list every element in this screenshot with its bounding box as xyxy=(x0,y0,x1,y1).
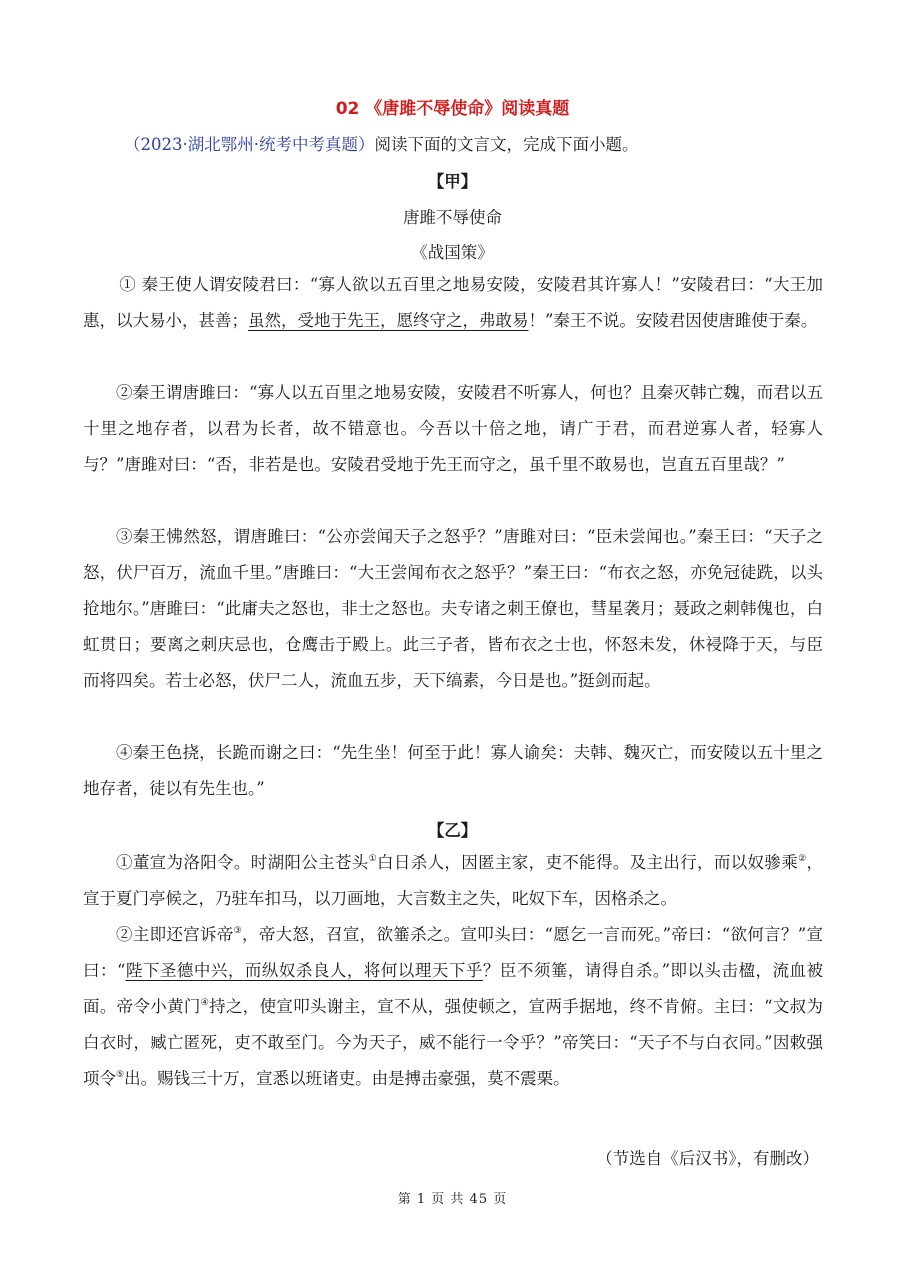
footnote-marker: ⑤ xyxy=(116,1070,125,1080)
paragraph-b2-part: 持之，使宣叩头谢主，宣不从，强使顿之，宣两手据地，终不肯俯。主曰：“文叔为白衣时，臧亡匿死，吏不敢至门。今为天子，威不能行一令乎？”帝笑曰：“天子不与白衣同。”因敕强项令 xyxy=(83,997,824,1088)
paragraph-b1 xyxy=(83,845,823,917)
instruction-text: 阅读下面的文言文，完成下面小题。 xyxy=(374,135,639,154)
text-source: 《战国策》 xyxy=(411,243,494,262)
paragraph-b2 xyxy=(83,917,823,1097)
paragraph-b2-part: 出。赐钱三十万，宣悉以班诸吏。由是搏击豪强，莫不震栗。 xyxy=(124,1069,570,1088)
paragraph-a1 xyxy=(83,267,823,339)
footnote-marker: ① xyxy=(368,854,378,864)
paragraph-b2-part: ？臣不须箠，请得自杀。”即以头击楹，流血被面。帝令小黄门 xyxy=(83,961,824,1016)
question-intro xyxy=(124,131,844,155)
footnote-marker: ③ xyxy=(233,926,243,936)
section-b-label: 【乙】 xyxy=(427,821,478,840)
page-footer: 第 1 页 共 45 页 xyxy=(397,1192,508,1207)
underlined-sentence-b: 陛下圣德中兴，而纵奴杀良人，将何以理天下乎 xyxy=(125,961,483,980)
exam-source: （2023·湖北鄂州·统考中考真题） xyxy=(124,135,375,154)
paragraph-a2: ②秦王谓唐雎曰：“寡人以五百里之地易安陵，安陵君不听寡人，何也？且秦灭韩亡魏，而君以五十里之地存者，以君为长者，故不错意也。今吾以十倍之地，请广于君，而君逆寡人者，轻寡人与？”唐雎对曰：“否，非若是也。安陵君受地于先王而守之，虽千里不敢易也，岂直五百里哉？” xyxy=(83,383,823,474)
page-title: 02 《唐雎不辱使命》阅读真题 xyxy=(335,99,570,119)
section-a-label: 【甲】 xyxy=(427,172,478,191)
paragraph-a1-part: ① 秦王使人谓安陵君曰：“寡人欲以五百里之地易安陵，安陵君其许寡人！”安陵君曰：“大王加惠，以大易小，甚善； xyxy=(83,275,823,330)
footnote-marker: ② xyxy=(798,854,807,864)
citation: （节选自《后汉书》，有删改） xyxy=(596,1149,819,1168)
underlined-sentence-a: 虽然，受地于先王，愿终守之，弗敢易 xyxy=(248,311,529,330)
text-title: 唐雎不辱使命 xyxy=(403,208,502,227)
paragraph-b1-part: 白日杀人，因匿主家，吏不能得。及主出行，而以奴骖乘 xyxy=(377,853,799,872)
paragraph-a1-part: ！”秦王不说。安陵君因使唐雎使于秦。 xyxy=(528,311,818,330)
footnote-marker: ④ xyxy=(200,998,210,1008)
paragraph-b1-part: ，宣于夏门亭候之，乃驻车扣马，以刀画地，大言数主之失，叱奴下车，因格杀之。 xyxy=(83,853,824,908)
paragraph-a3: ③秦王怫然怒，谓唐雎曰：“公亦尝闻天子之怒乎？”唐雎对曰：“臣未尝闻也。”秦王曰：“天子之怒，伏尸百万，流血千里。”唐雎曰：“大王尝闻布衣之怒乎？”秦王曰：“布衣之怒，亦免冠徒跣，以头抢地尔。”唐雎曰：“此庸夫之怒也，非士之怒也。夫专诸之刺王僚也，彗星袭月；聂政之刺韩傀也，白虹贯日；要离之刺庆忌也，仓鹰击于殿上。此三子者，皆布衣之士也，怀怒未发，休祲降于天，与臣而将四矣。若士必怒，伏尸二人，流血五步，天下缟素，今日是也。”挺剑而起。 xyxy=(83,527,823,690)
paragraph-b2-part: ②主即还宫诉帝 xyxy=(116,925,234,944)
paragraph-b1-part: ①董宣为洛阳令。时湖阳公主苍头 xyxy=(116,853,369,872)
paragraph-a4: ④秦王色挠，长跪而谢之曰：“先生坐！何至于此！寡人谕矣：夫韩、魏灭亡，而安陵以五十里之地存者，徒以有先生也。” xyxy=(83,743,823,798)
paragraph-b2-part: ，帝大怒，召宣，欲箠杀之。宣叩头曰：“愿乞一言而死。”帝曰：“欲何言？”宣曰：“ xyxy=(83,925,823,980)
